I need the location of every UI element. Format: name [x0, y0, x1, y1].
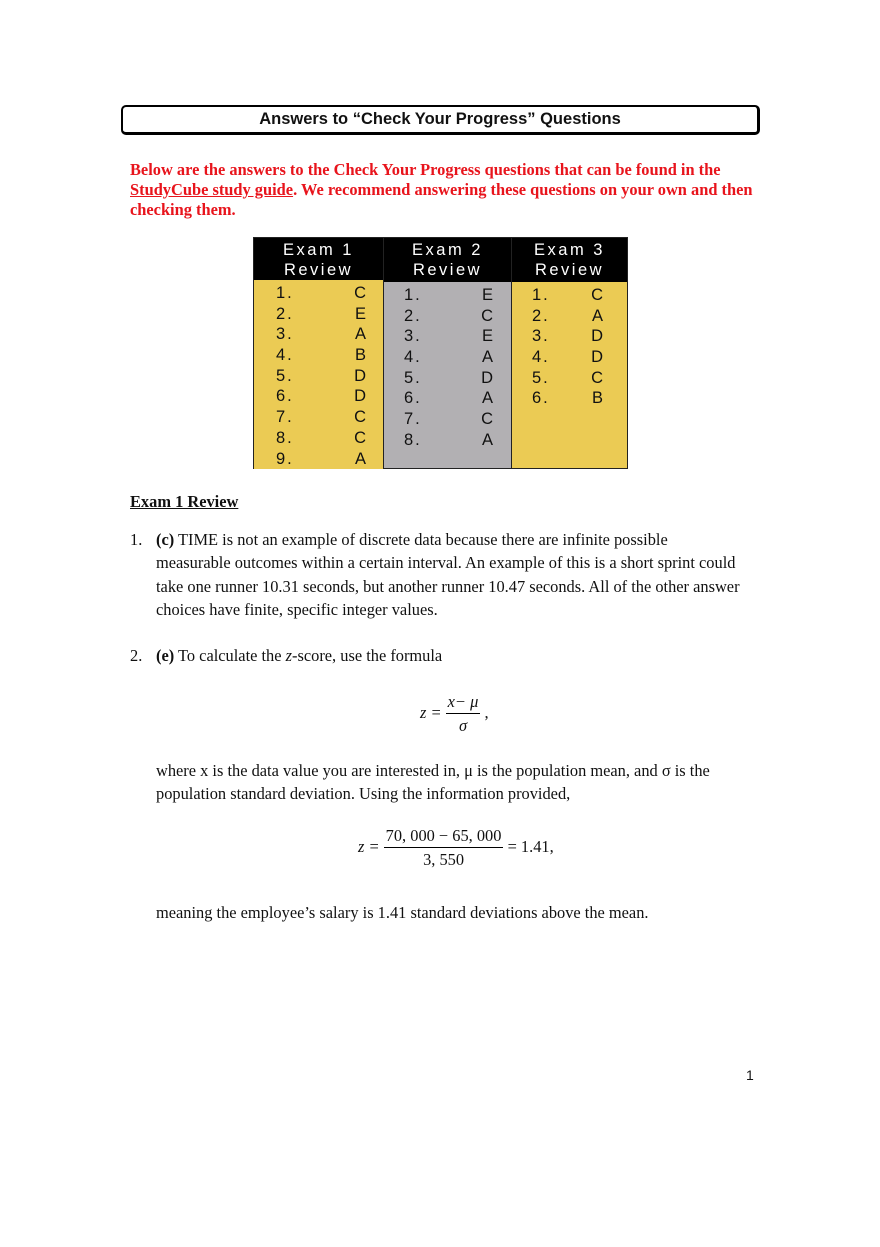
zscore-formula: z = $\frac{x- \mu}{\sigma}$ , [420, 692, 489, 735]
question-number: 1. [404, 286, 422, 304]
exam1-answers [254, 280, 383, 469]
exam1-column [254, 238, 383, 468]
where-paragraph: where x is the data value you are interested in, μ is the population mean, and σ is the population standard deviation. Using the information provided, [156, 761, 710, 804]
answer-table [253, 237, 628, 469]
question-number: 4. [532, 348, 550, 367]
exam3-column [511, 238, 627, 468]
answer-letter: C [591, 286, 605, 304]
question-number: 2. [276, 304, 294, 323]
answer-row [254, 407, 383, 428]
answer-row [384, 306, 511, 327]
answer-row [512, 368, 627, 389]
question-number: 3. [532, 327, 550, 346]
answer-letter: A [481, 389, 495, 408]
intro-text-after: . We recommend answering these questions on your own and then checking them. [130, 180, 753, 219]
exam2-column [383, 238, 511, 468]
answer-row [384, 388, 511, 409]
question-number: 1. [276, 284, 294, 302]
answer-letter: A [354, 325, 368, 344]
question-number: 4. [276, 346, 294, 365]
exam3-header: Exam 3 Review [512, 238, 627, 282]
answer-row [384, 409, 511, 430]
exam2-answers [384, 282, 511, 468]
question-number: 9. [276, 449, 294, 468]
intro-paragraph [130, 160, 760, 220]
item-text: (e) To calculate the z-score, use the formula [156, 646, 443, 665]
question-number: 2. [404, 306, 422, 325]
question-number: 2. [532, 306, 550, 325]
page-title: Answers to “Check Your Progress” Questions [259, 110, 621, 128]
section-heading: Exam 1 Review [130, 492, 239, 511]
exam2-header: Exam 2 Review [384, 238, 511, 282]
answer-row [254, 386, 383, 407]
item-label: (e) [156, 646, 175, 665]
page-number: 1 [746, 1067, 754, 1083]
answer-letter: C [591, 368, 605, 387]
zscore-calculation: z = $\frac{70, 000 - 65, 000}{3, 550}$ = 1.41, [358, 826, 554, 869]
calc-numerator: 70, 000 − 65, 000 [384, 826, 504, 848]
question-number: 6. [276, 387, 294, 406]
intro-text-before: Below are the answers to the Check Your Progress questions that can be found in the [130, 160, 721, 179]
calc-result: = 1.41, [507, 836, 554, 856]
answer-letter: C [354, 284, 368, 302]
answer-letter: D [591, 327, 605, 346]
answer-row [254, 283, 383, 304]
answer-row [512, 306, 627, 327]
answer-item-2 [130, 644, 740, 667]
answer-row [512, 326, 627, 347]
studycube-link[interactable]: StudyCube study guide [130, 180, 294, 199]
answer-row [254, 345, 383, 366]
answer-row [254, 366, 383, 387]
question-number: 8. [404, 430, 422, 449]
answer-letter: C [481, 306, 495, 325]
answer-row [512, 388, 627, 409]
exam3-answers [512, 282, 627, 468]
answer-item-1 [130, 528, 740, 622]
question-number: 7. [404, 410, 422, 429]
question-number: 3. [404, 327, 422, 346]
item-number: 1. [130, 530, 143, 549]
answer-row [254, 449, 383, 470]
answer-row [384, 430, 511, 451]
item-number: 2. [130, 646, 143, 665]
answer-letter: A [481, 430, 495, 449]
question-number: 6. [404, 389, 422, 408]
answer-row [254, 428, 383, 449]
question-number: 4. [404, 348, 422, 367]
answer-letter: D [481, 368, 495, 387]
answer-letter: A [591, 306, 605, 325]
answer-letter: C [354, 428, 368, 447]
answer-row [254, 324, 383, 345]
item-text: (c) TIME is not an example of discrete data because there are infinite possible measurable outcomes within a certain interval. An example of this is a short sprint could take one runner 10.31 seconds, but another runner 10.47 seconds. All of the other answer choices have finite, specific integer values. [156, 530, 740, 620]
page-title-box [121, 105, 760, 135]
answer-letter: D [354, 387, 368, 406]
answer-letter: A [481, 348, 495, 367]
formula-numerator: x− μ [446, 692, 481, 714]
question-number: 1. [532, 286, 550, 304]
answer-letter: C [481, 410, 495, 429]
answer-letter: A [354, 449, 368, 468]
answer-row [512, 347, 627, 368]
question-number: 3. [276, 325, 294, 344]
question-number: 8. [276, 428, 294, 447]
answer-letter: E [354, 304, 368, 323]
answer-letter: B [591, 389, 605, 408]
answer-letter: C [354, 408, 368, 427]
formula-denominator: σ [458, 716, 468, 735]
question-number: 5. [276, 366, 294, 385]
answer-row [512, 285, 627, 306]
question-number: 7. [276, 408, 294, 427]
calc-denominator: 3, 550 [423, 850, 465, 869]
question-number: 5. [404, 368, 422, 387]
answer-letter: E [481, 327, 495, 346]
answer-letter: D [354, 366, 368, 385]
conclusion-paragraph: meaning the employee’s salary is 1.41 standard deviations above the mean. [156, 903, 649, 922]
answer-letter: D [591, 348, 605, 367]
answer-row [384, 347, 511, 368]
answer-row [384, 285, 511, 306]
answer-letter: B [354, 346, 368, 365]
answer-letter: E [481, 286, 495, 304]
answer-row [254, 304, 383, 325]
exam1-header: Exam 1 Review [254, 238, 383, 280]
answer-row [384, 326, 511, 347]
question-number: 5. [532, 368, 550, 387]
question-number: 6. [532, 389, 550, 408]
answer-row [384, 368, 511, 389]
item-label: (c) [156, 530, 175, 549]
